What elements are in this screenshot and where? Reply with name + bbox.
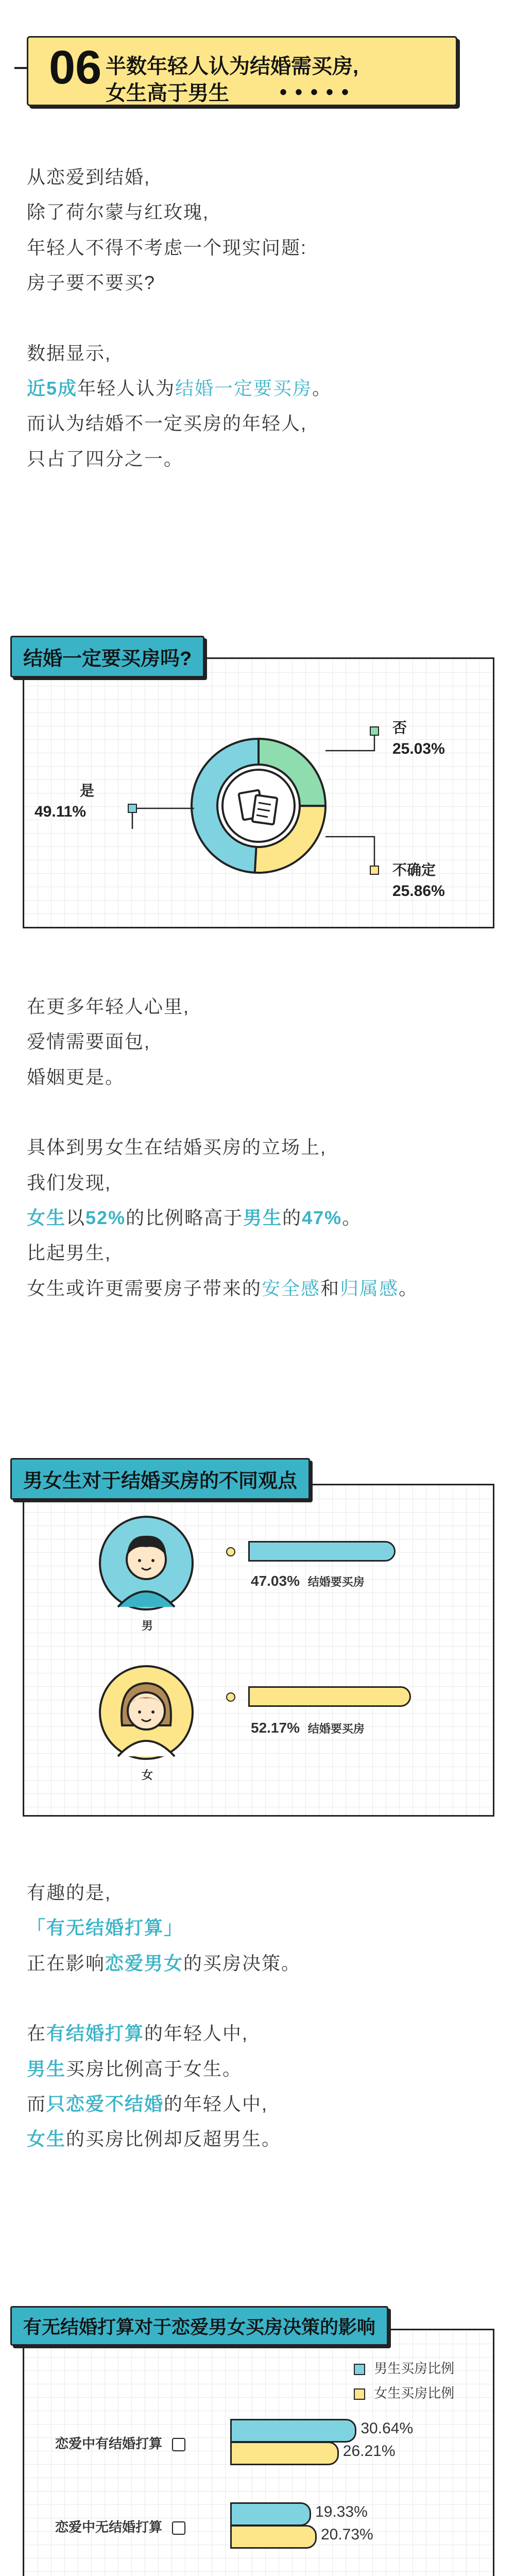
intro-line: 只占了四分之一。 xyxy=(27,448,184,469)
male-label: 男 xyxy=(142,1619,153,1632)
middle-text-span: 女生或许更需要房子带来的 xyxy=(27,1277,262,1299)
intro-text-span: 年轻人认为 xyxy=(77,377,176,399)
middle-text-span: 。 xyxy=(399,1277,419,1299)
highlight-text: 安全感 xyxy=(262,1277,321,1299)
value-no: 25.03% xyxy=(392,740,445,757)
middle-line: 婚姻更是。 xyxy=(27,1066,125,1088)
highlight-text: 女生 xyxy=(27,1207,66,1228)
legend-swatch-male xyxy=(354,2364,365,2375)
legend-marker-unsure xyxy=(370,866,379,874)
gender-panel xyxy=(23,1484,494,1817)
middle2-text-span: 正在影响 xyxy=(27,1952,106,1974)
leader-line-no xyxy=(325,731,374,751)
section-number: 06 xyxy=(49,41,102,94)
middle2-text-span: 的买房决策。 xyxy=(183,1952,301,1974)
highlight-text: 恋爱男女 xyxy=(105,1952,184,1974)
intro-line: 数据显示, xyxy=(27,342,112,364)
highlight-text: 男生 xyxy=(243,1207,283,1228)
middle-text xyxy=(27,989,501,1306)
label-unsure: 不确定 xyxy=(392,862,436,878)
marriage-plan-panel xyxy=(23,2329,494,2576)
middle-text-span: 的 xyxy=(282,1207,302,1228)
label-yes: 是 xyxy=(80,783,95,799)
legend-male xyxy=(354,2358,454,2377)
highlight-text: 47% xyxy=(302,1207,342,1228)
row1-male-bar xyxy=(230,2419,356,2443)
middle2-text-span: 的年轻人中, xyxy=(164,2093,268,2114)
middle-text-span: 。 xyxy=(342,1207,362,1228)
header-dots: ••••• xyxy=(280,81,357,104)
highlight-text: 52% xyxy=(85,1207,126,1228)
leader-line-unsure xyxy=(325,837,374,870)
leader-line-yes xyxy=(132,808,194,829)
row-label-text: 恋爱中有结婚打算 xyxy=(55,2436,163,2451)
section-header xyxy=(14,36,457,103)
male-value: 47.03% xyxy=(251,1573,300,1589)
house-document-icon xyxy=(222,770,295,842)
donut-panel xyxy=(23,657,494,928)
row2-female-bar xyxy=(230,2525,317,2549)
legend-female xyxy=(354,2383,454,2402)
middle2-line: 有趣的是, xyxy=(27,1882,112,1903)
female-value: 52.17% xyxy=(251,1720,300,1736)
header-title-line1: 半数年轻人认为结婚需买房, xyxy=(106,55,359,78)
section-tag: 结婚一定要买房吗? xyxy=(10,636,204,677)
middle2-line xyxy=(27,1946,501,1981)
highlight-text: 结婚一定要买房 xyxy=(175,377,313,399)
highlight-text: 男生 xyxy=(27,2058,66,2079)
intro-text xyxy=(27,160,490,477)
row1-male-value: 30.64% xyxy=(360,2420,414,2437)
legend-text: 男生买房比例 xyxy=(374,2361,455,2376)
male-value-row xyxy=(251,1573,365,1589)
female-bullet xyxy=(226,1692,235,1702)
intro-line: 而认为结婚不一定买房的年轻人, xyxy=(27,413,307,434)
male-bullet xyxy=(226,1547,235,1556)
row2-female-value: 20.73% xyxy=(320,2526,373,2543)
middle-line: 我们发现, xyxy=(27,1172,112,1193)
highlight-text: 有结婚打算 xyxy=(46,2023,145,2044)
middle2-text-span: 的年轻人中, xyxy=(144,2023,249,2044)
row2-male-value: 19.33% xyxy=(315,2503,368,2520)
highlight-text: 只恋爱不结婚 xyxy=(46,2093,164,2114)
female-label: 女 xyxy=(142,1769,153,1782)
highlight-text: 女生 xyxy=(27,2128,66,2150)
checkbox-icon xyxy=(172,2521,185,2535)
female-caption: 结婚要买房 xyxy=(307,1722,365,1735)
middle2-line xyxy=(27,2087,501,2122)
middle2-text xyxy=(27,1875,501,2157)
female-avatar-icon xyxy=(97,1664,195,1761)
middle-line: 爱情需要面包, xyxy=(27,1031,151,1053)
row2-label xyxy=(55,2517,185,2536)
header-title-line2: 女生高于男生 xyxy=(106,82,229,105)
intro-line: 从恋爱到结婚, xyxy=(27,166,151,188)
male-bar xyxy=(248,1541,396,1562)
middle-line: 在更多年轻人心里, xyxy=(27,996,190,1017)
intro-text-span: 。 xyxy=(312,377,332,399)
middle-text-span: 以 xyxy=(66,1207,86,1228)
middle2-text-span: 的买房比例却反超男生。 xyxy=(66,2128,282,2150)
male-caption: 结婚要买房 xyxy=(307,1575,365,1588)
legend-swatch-female xyxy=(354,2388,365,2400)
row1-female-bar xyxy=(230,2442,339,2465)
highlight-text: 「有无结婚打算」 xyxy=(27,1917,184,1939)
middle-text-span: 的比例略高于 xyxy=(126,1207,244,1228)
legend-marker-no xyxy=(370,727,379,735)
checkbox-icon xyxy=(172,2438,185,2451)
row1-label xyxy=(55,2433,185,2452)
middle2-line xyxy=(27,2122,501,2157)
female-bar xyxy=(248,1686,411,1707)
middle-line: 具体到男女生在结婚买房的立场上, xyxy=(27,1137,327,1158)
middle2-text-span: 而 xyxy=(27,2093,47,2114)
middle2-line xyxy=(27,2016,501,2051)
highlight-text: 近5成 xyxy=(27,377,78,399)
row2-male-bar xyxy=(230,2502,311,2526)
section-tag: 男女生对于结婚买房的不同观点 xyxy=(10,1458,310,1500)
row1-female-value: 26.21% xyxy=(342,2443,396,2460)
middle2-text-span: 在 xyxy=(27,2023,47,2044)
middle2-line xyxy=(27,2052,501,2087)
middle-line xyxy=(27,1271,501,1306)
value-yes: 49.11% xyxy=(35,803,87,820)
middle2-text-span: 买房比例高于女生。 xyxy=(66,2058,243,2079)
legend-marker-yes xyxy=(128,804,136,812)
intro-line: 除了荷尔蒙与红玫瑰, xyxy=(27,201,210,223)
middle-line xyxy=(27,1200,501,1235)
value-unsure: 25.86% xyxy=(392,883,445,900)
header-box xyxy=(27,36,457,106)
female-value-row xyxy=(251,1720,365,1736)
middle-text-span: 和 xyxy=(320,1277,340,1299)
highlight-text: 归属感 xyxy=(340,1277,399,1299)
intro-line: 房子要不要买? xyxy=(27,272,156,294)
intro-line xyxy=(27,371,490,406)
middle-line: 比起男生, xyxy=(27,1242,112,1264)
legend-text: 女生买房比例 xyxy=(374,2385,455,2401)
row-label-text: 恋爱中无结婚打算 xyxy=(55,2519,163,2535)
intro-line: 年轻人不得不考虑一个现实问题: xyxy=(27,236,307,258)
male-avatar-icon xyxy=(97,1514,195,1612)
label-no: 否 xyxy=(392,720,407,736)
section-tag: 有无结婚打算对于恋爱男女买房决策的影响 xyxy=(10,2306,388,2346)
